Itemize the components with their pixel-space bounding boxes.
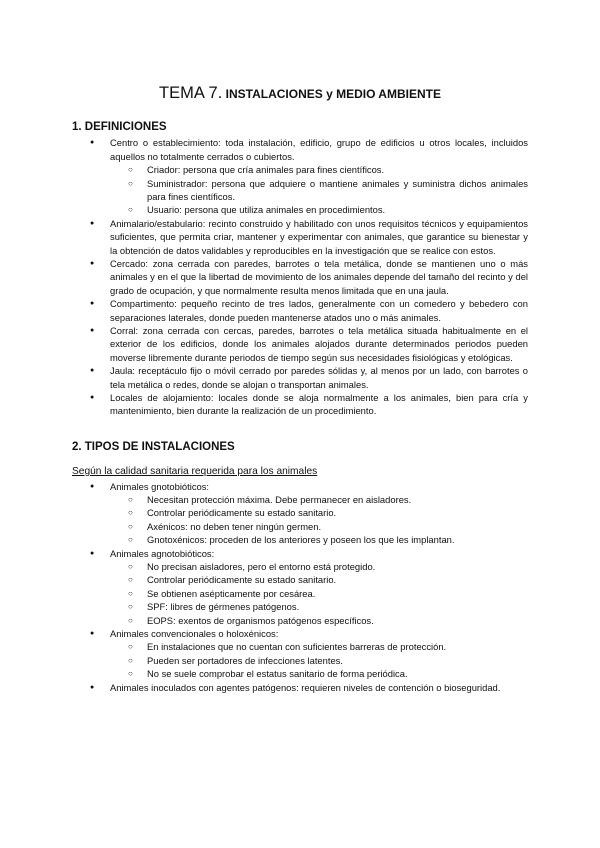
type-text: Animales agnotobióticos: — [110, 547, 215, 559]
definition-item-compartimento: ● Compartimento: pequeño recinto de tres lados, generalmente con un comedero y bebedero con separaciones laterales, donde pueden mantenerse atados uno o más animales. — [72, 297, 528, 324]
sub-item-usuario: ○ Usuario: persona que utiliza animales en procedimientos. — [72, 203, 528, 216]
types-list — [72, 480, 528, 695]
sub-item: ○ Pueden ser portadores de infecciones latentes. — [72, 654, 528, 667]
definition-item-corral: ● Corral: zona cerrada con cercas, paredes, barrotes o tela metálica situada habitualmente en el exterior de los edificios, donde los animales alojados durante determinados periodos pueden moverse libremente durante periodos de tiempo según sus necesidades fisiológicas y etológicas. — [72, 324, 528, 364]
section-subheading: Según la calidad sanitaria requerida para los animales — [72, 465, 318, 477]
type-text: Animales gnotobióticos: — [110, 480, 210, 492]
section-heading-tipos: 2. TIPOS DE INSTALACIONES — [72, 440, 235, 453]
definition-text: Centro o establecimiento: toda instalación, edificio, grupo de edificios u otros locales, incluidos aquellos no totalmente cerrados o cubiertos. — [110, 137, 528, 162]
type-item-gnotobioticos — [72, 480, 528, 547]
type-item-convencionales — [72, 627, 528, 681]
sub-item: ○ No precisan aisladores, pero el entorno está protegido. — [72, 560, 528, 573]
type-sublist — [110, 560, 528, 627]
sub-item: ○ Controlar periódicamente su estado sanitario. — [72, 573, 528, 586]
document-title — [72, 68, 528, 106]
type-sublist — [110, 493, 528, 547]
sub-item: ○ No se suele comprobar el estatus sanitario de forma periódica. — [72, 667, 528, 680]
definition-item-locales: ● Locales de alojamiento: locales donde se aloja normalmente a los animales, bien para cría y mantenimiento, bien durante la realización de un procedimiento. — [72, 391, 528, 418]
type-sublist — [110, 640, 528, 680]
definition-item-centro — [72, 136, 528, 216]
definition-sublist — [110, 163, 528, 217]
sub-item: ○ Axénicos: no deben tener ningún germen. — [72, 520, 528, 533]
type-item-agnotobioticos — [72, 547, 528, 627]
definitions-list — [72, 136, 528, 418]
definition-item-jaula: ● Jaula: receptáculo fijo o móvil cerrado por paredes sólidas y, al menos por un lado, con barrotes o tela metálica o redes, donde se alojan o transportan animales. — [72, 364, 528, 391]
section-heading-definiciones: 1. DEFINICIONES — [72, 121, 167, 134]
title-number: TEMA 7. — [159, 84, 223, 102]
type-text: Animales convencionales o holoxénicos: — [110, 628, 279, 640]
sub-item: ○ En instalaciones que no cuentan con suficientes barreras de protección. — [72, 640, 528, 653]
sub-item-suministrador: ○ Suministrador: persona que adquiere o mantiene animales y suministra dichos animales para fines científicos. — [72, 177, 528, 204]
sub-item: ○ Gnotoxénicos: proceden de los anteriores y poseen los que les implantan. — [72, 533, 528, 546]
sub-item: ○ SPF: libres de gérmenes patógenos. — [72, 600, 528, 613]
sub-item-criador: ○ Criador: persona que cría animales para fines científicos. — [72, 163, 528, 176]
type-item-inoculados: ● Animales inoculados con agentes patógenos: requieren niveles de contención o bioseguridad. — [72, 681, 528, 694]
sub-item: ○ Controlar periódicamente su estado sanitario. — [72, 506, 528, 519]
sub-item: ○ Necesitan protección máxima. Debe permanecer en aisladores. — [72, 493, 528, 506]
definition-item-cercado: ● Cercado: zona cerrada con paredes, barrotes o tela metálica, donde se mantienen uno o más animales y en el que la libertad de movimiento de los animales depende del tamaño del recinto y del grado de ocupación, y que normalmente resulta menos limitada que en una jaula. — [72, 257, 528, 297]
sub-item: ○ Se obtienen asépticamente por cesárea. — [72, 587, 528, 600]
sub-item: ○ EOPS: exentos de organismos patógenos específicos. — [72, 614, 528, 627]
definition-item-animalario: ● Animalario/estabulario: recinto construido y habilitado con unos requisitos técnicos y equipamientos suficientes, que permita criar, mantener y experimentar con animales, que garantice su bienestar y la obtención de datos validables y reproducibles en la investigación que se realice con estos. — [72, 217, 528, 257]
title-text: INSTALACIONES y MEDIO AMBIENTE — [222, 87, 441, 101]
